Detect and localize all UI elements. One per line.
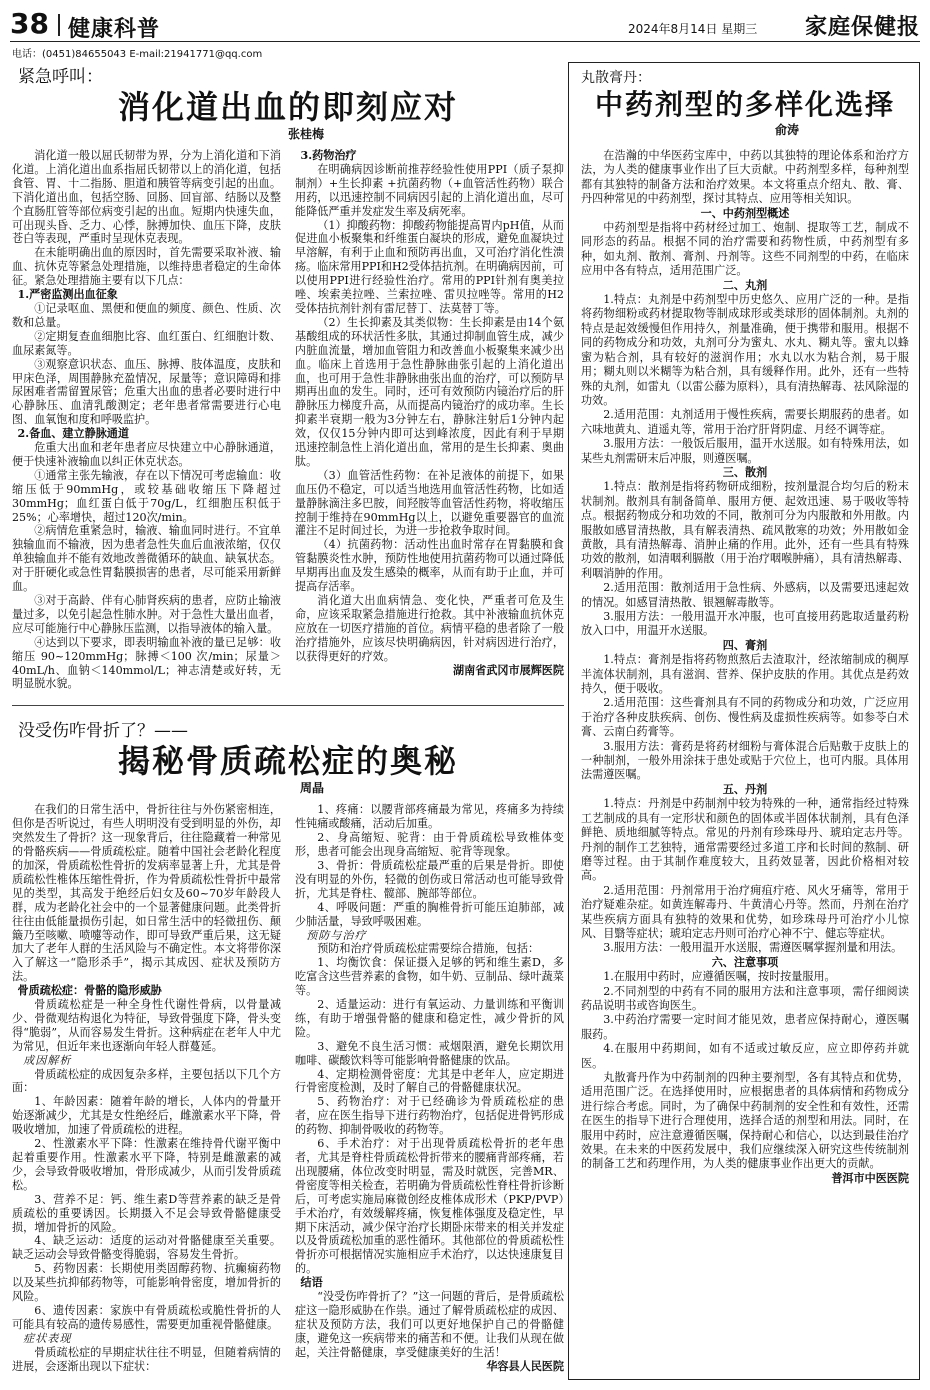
paragraph: 骨质疏松症是一种全身性代谢性骨病，以骨量减少、骨微观结构退化为特征，导致骨强度下降，骨头变得“脆弱”，从而容易发生骨折。这种病症在老年人中尤为常见，但近年来也逐渐向年轻人群蔓延。 bbox=[12, 998, 281, 1053]
paragraph: 2.适用范围：丸剂适用于慢性疾病，需要长期服药的患者。如六味地黄丸、逍遥丸等，常用于治疗肝肾阴虚、月经不调等症。 bbox=[581, 408, 909, 436]
paragraph: ②病情危重紧急时，输液、输血同时进行。不宜单独输血而不输液，因为患者急性失血后血液浓缩，仅仅单独输血并不能有效地改善微循环的缺血、缺氧状态。对于肝硬化或急性胃黏膜损害的患者，尽可能采用新鲜血。 bbox=[12, 524, 281, 594]
article-author: 俞涛 bbox=[774, 123, 799, 137]
paragraph: 中药剂型是指将中药材经过加工、炮制、提取等工艺，制成不同形态的药品。根据不同的治疗需要和药物性质，中药剂型有多种，如丸剂、散剂、膏剂、丹剂等。这些不同剂型的中药，在临床应用中各有特点，适用范围广泛。 bbox=[581, 221, 909, 278]
paragraph: 2.不同剂型的中药有不同的服用方法和注意事项，需仔细阅读药品说明书或咨询医生。 bbox=[581, 984, 909, 1012]
paragraph: 5、药物因素：长期使用类固醇药物、抗癫痫药物以及某些抗抑郁药物等，可能影响骨密度，增加骨折的风险。 bbox=[12, 1262, 281, 1304]
paragraph: 1.特点：丸剂是中药剂型中历史悠久、应用广泛的一种。是指将药物细粉或药材提取物等制成球形或类球形的固体制剂。丸剂的特点是起效缓慢但作用持久，剂量准确，便于携带和服用。根据不同的药物成分和功效，丸剂可分为蜜丸、水丸、糊丸等。蜜丸以蜂蜜为粘合剂，具有较好的滋润作用；水丸以水为粘合剂，易于服用；糊丸则以米糊等为粘合剂，具有缓释作用。此外，还有一些特殊的丸剂，如雷丸（以雷公藤为原料），具有清热解毒、祛风除湿的功效。 bbox=[581, 293, 909, 407]
paragraph: “没受伤咋骨折了？”这一问题的背后，是骨质疏松症这一隐形威胁在作祟。通过了解骨质疏松症的成因、症状及预防方法，我们可以更好地保护自己的骨骼健康，避免这一疾病带来的痛苦和不便。让我们从现在做起，关注骨骼健康，享受健康美好的生活！ bbox=[295, 1290, 564, 1359]
paragraph: 4、定期检测骨密度：尤其是中老年人，应定期进行骨密度检测，及时了解自己的骨骼健康状况。 bbox=[295, 1067, 564, 1095]
paragraph: 1.特点：丹剂是中药制剂中较为特殊的一种，通常指经过特殊工艺制成的具有一定形状和颜色的固体或半固体状制剂，具有色泽鲜艳、质地细腻等特点。常见的丹剂有珍珠母丹、琥珀定志丹等。丹剂的制作工艺独特，通常需要经过多道工序和长时间的熬制、研磨等过程。由于其制作难度较大，且药效显著，因此价格相对较高。 bbox=[581, 797, 909, 883]
paragraph: 1.在服用中药时，应遵循医嘱，按时按量服用。 bbox=[603, 970, 836, 984]
paragraph: ①记录呕血、黑便和便血的频度、颜色、性质、次数和总量。 bbox=[12, 301, 281, 329]
paragraph: 在明确病因诊断前推荐经验性使用PPI（质子泵抑制剂）+生长抑素 +抗菌药物（+血管活性药物）联合用药，以迅速控制不同病因引起的上消化道出血，尽可能降低严重并发症发生率及病死率。 bbox=[295, 162, 564, 218]
paragraph: （2）生长抑素及其类似物：生长抑素是由14个氨基酸组成的环状活性多肽，其通过抑制血管生成，减少内脏血流量，增加血管阻力和改善血小板聚集来减少出血。临床上首选用于急性静脉曲张引起的上消化道出血，也可用于急性非静脉曲张出血的治疗，可以预防早期再出血的发生。同时，还可有效预防内镜治疗后的肝静脉压力梯度升高，从而提高内镜治疗的成功率。生长抑素半衰期一般为3分钟左右，静脉注射后1分钟内起效，仅仅15分钟内即可达到峰浓度，因此有利于早期迅速控制急性上消化道出血，常用的是生长抑素、奥曲肽。 bbox=[295, 315, 564, 468]
paragraph: ③对于高龄、伴有心肺肾疾病的患者，应防止输液量过多，以免引起急性肺水肿。对于急性大量出血者，应尽可能施行中心静脉压监测，以指导液体的输入量。 bbox=[12, 594, 281, 635]
paragraph: 1、均衡饮食：保证摄入足够的钙和维生素D，多吃富含这些营养素的食物，如牛奶、豆制品、绿叶蔬菜等。 bbox=[295, 956, 564, 998]
paragraph: 4、呼吸问题：严重的胸椎骨折可能压迫肺部，减少肺活量，导致呼吸困难。 bbox=[295, 900, 564, 928]
paragraph: 2、适量运动：进行有氧运动、力量训练和平衡训练，有助于增强骨骼的健康和稳定性，减少骨折的风险。 bbox=[295, 998, 564, 1039]
article-title: 揭秘骨质疏松症的奥秘 bbox=[117, 742, 458, 781]
paragraph: （4）抗菌药物：活动性出血时常存在胃黏膜和食管黏膜炎性水肿，预防性地使用抗菌药物可以通过降低早期再出血及发生感染的概率，从而有助于止血，并可提高存活率。 bbox=[295, 538, 564, 594]
paragraph: 3.服用方法：膏药是将药材细粉与膏体混合后贴敷于皮肤上的一种制剂，一般外用涂抹于患处或贴于穴位上，也可内服。具体用法需遵医嘱。 bbox=[581, 739, 909, 782]
paragraph: （1）抑酸药物：抑酸药物能提高胃内pH值，从而促进血小板聚集和纤维蛋白凝块的形成，避免血凝块过早溶解，有利于止血和预防再出血，又可治疗消化性溃疡。临床常用PPI和H2受体拮抗剂。在明确病因前，可以使用PPI进行经验性治疗。常用的PPI针剂有奥美拉唑、埃索美拉唑、兰索拉唑、雷贝拉唑等。常用的H2受体拮抗剂针剂有雷尼替丁、法莫替丁等。 bbox=[295, 218, 564, 315]
article-kicker: 没受伤咋骨折了？—— bbox=[18, 721, 188, 742]
masthead bbox=[10, 8, 920, 42]
subheading: 四、膏剂 bbox=[722, 638, 768, 652]
paragraph: 4、缺乏运动：适度的运动对骨骼健康至关重要。缺乏运动会导致骨骼变得脆弱，容易发生骨折。 bbox=[12, 1234, 281, 1262]
paragraph: 2.适用范围：丹剂常用于治疗痈疽疔疮、风火牙痛等，常用于治疗疑难杂症。如黄连解毒丹、牛黄清心丹等。然而，丹剂在治疗某些疾病方面具有独特的效果和优势，如珍珠母丹可治疗小儿惊风、目翳等症状；琥珀定志丹则可治疗心神不宁、健忘等症状。 bbox=[581, 883, 909, 940]
paragraph: 3.中药治疗需要一定时间才能见效，患者应保持耐心，遵医嘱服药。 bbox=[581, 1013, 909, 1041]
article-body bbox=[12, 803, 564, 1373]
article-source: 湖南省武冈市展辉医院 bbox=[453, 663, 564, 677]
subheading: 1.严密监测出血征象 bbox=[17, 288, 118, 302]
paragraph: 在未能明确出血的原因时，首先需要采取补液、输血、抗休克等紧急处理措施，以维持患者稳定的生命体征。紧急处理措施主要有以下几点： bbox=[12, 246, 281, 288]
paragraph: 3.服用方法：一般用温开水送服，需遵医嘱掌握剂量和用法。 bbox=[603, 941, 903, 955]
paragraph: 2、性激素水平下降：性激素在维持骨代谢平衡中起着重要作用。性激素水平下降，特别是雌激素的减少，会导致骨吸收增加，骨形成减少，从而引发骨质疏松。 bbox=[12, 1137, 281, 1192]
article-title: 消化道出血的即刻应对 bbox=[117, 88, 458, 126]
paragraph: ④达到以下要求，即表明输血补液的量已足够：收缩压 90~120mmHg；脉搏＜100 次/min；尿量＞40mL/h、血钠＜140mmol/L；神志清楚或好转，无明显脱水貌。 bbox=[12, 635, 281, 691]
paragraph: ①通常主张先输液，存在以下情况可考虑输血：收缩压低于90mmHg，或较基础收缩压下降超过30mmHg；血红蛋白低于70g/L，红细胞压积低于25%；心率增快，超过120次/min。 bbox=[12, 468, 281, 524]
paragraph: 1.特点：散剂是指将药物研成细粉，按剂量混合均匀后的粉末状制剂。散剂具有制备简单、服用方便、起效迅速、易于吸收等特点。根据药物成分和功效的不同，散剂可分为内服散和外用散。内服散如感冒清热散，具有解表清热、疏风散寒的功效；外用散如金黄散，具有清热解毒、消肿止痛的作用。此外，还有一些具有特殊功效的散剂，如清咽利膈散（用于治疗咽喉肿痛），具有清热解毒、利咽消肿的作用。 bbox=[581, 480, 909, 580]
paragraph: 危重大出血和老年患者应尽快建立中心静脉通道，便于快速补液输血以纠正休克状态。 bbox=[12, 441, 281, 468]
paragraph: 3、营养不足：钙、维生素D等营养素的缺乏是骨质疏松的重要诱因。长期摄入不足会导致骨骼健康受损，增加骨折的风险。 bbox=[12, 1192, 281, 1234]
paragraph: 预防和治疗骨质疏松症需要综合措施，包括： bbox=[317, 942, 540, 956]
paragraph: 2.适用范围：这些膏剂具有不同的药物成分和功效，广泛应用于治疗各种皮肤疾病、创伤、慢性病及虚损性疾病等。如参苓白术膏、云南白药膏等。 bbox=[581, 696, 909, 739]
paragraph: 骨质疏松症的早期症状往往不明显，但随着病情的进展，会逐渐出现以下症状： bbox=[12, 1345, 281, 1373]
paragraph: 3.服用方法：一般用温开水冲服，也可直接用药匙取适量药粉放入口中，用温开水送服。 bbox=[581, 610, 909, 638]
subheading: 预防与治疗 bbox=[306, 928, 367, 942]
subheading: 六、注意事项 bbox=[711, 955, 779, 969]
paragraph: 骨质疏松症的成因复杂多样，主要包括以下几个方面： bbox=[12, 1067, 281, 1095]
subheading: 二、丸剂 bbox=[722, 278, 768, 292]
paragraph: 2.适用范围：散剂适用于急性病、外感病，以及需要迅速起效的情况。如感冒清热散、银翘解毒散等。 bbox=[581, 581, 909, 609]
article-bleeding bbox=[12, 62, 564, 691]
paragraph: 3、骨折：骨质疏松症最严重的后果是骨折。即使没有明显的外伤，轻微的创伤或日常活动也可能导致骨折，尤其是脊柱、髋部、腕部等部位。 bbox=[295, 858, 564, 900]
left-column bbox=[12, 62, 564, 1380]
article-source: 普洱市中医医院 bbox=[831, 1171, 909, 1185]
paragraph: 消化道一般以屈氏韧带为界，分为上消化道和下消化道。上消化道出血系指屈氏韧带以上的消化道，包括食管、胃、十二指肠、胆道和胰管等病变引起的出血。下消化道出血，包括空肠、回肠、回盲部、结肠以及整个直肠肛管等部位病变引起的出血。短期内快速失血，可出现头昏、乏力、心悸，脉搏加快、血压下降，皮肤苍白等表现，严重时呈现休克表现。 bbox=[12, 149, 281, 246]
subheading: 3.药物治疗 bbox=[300, 149, 357, 162]
article-divider bbox=[12, 705, 564, 706]
paragraph: （3）血管活性药物：在补足液体的前提下，如果血压仍不稳定，可以适当地选用血管活性药物，比如适量静脉滴注多巴胺，间羟胺等血管活性药物，将收缩压控制于维持在90mmHg以上，以避免重要器官的血流灌注不足时间过长，为进一步抢救争取时间。 bbox=[295, 468, 564, 538]
paragraph: 3、避免不良生活习惯：戒烟限酒，避免长期饮用咖啡、碳酸饮料等可能影响骨骼健康的饮品。 bbox=[295, 1039, 564, 1067]
article-body bbox=[12, 149, 564, 691]
issue-date: 2024年8月14日 星期三 bbox=[628, 22, 758, 36]
subheading: 成因解析 bbox=[23, 1053, 72, 1067]
article-source: 华容县人民医院 bbox=[486, 1359, 564, 1373]
subheading: 骨质疏松症：骨骼的隐形威胁 bbox=[17, 984, 162, 998]
paragraph: 1、疼痛：以腰背部疼痛最为常见，疼痛多为持续性钝痛或酸痛，活动后加重。 bbox=[295, 803, 564, 831]
article-body bbox=[581, 149, 909, 1186]
subheading: 三、散剂 bbox=[722, 465, 768, 479]
article-author: 周晶 bbox=[299, 781, 324, 796]
paper-name: 家庭保健报 bbox=[804, 14, 920, 40]
page-number: 38 bbox=[10, 7, 49, 40]
paragraph: 2、身高缩短、驼背：由于骨质疏松导致椎体变形，患者可能会出现身高缩短、驼背等现象。 bbox=[295, 831, 564, 859]
subheading: 症状表现 bbox=[23, 1331, 72, 1345]
paragraph: 6、手术治疗：对于出现骨质疏松骨折的老年患者，尤其是脊柱骨质疏松骨折带来的腰痛背部疼痛，若出现腰痛，体位改变时明显，需及时就医，完善MR、骨密度等相关检查，若明确为骨质疏松性脊柱骨折诊断后，可考虑实施局麻微创经皮椎体成形术（PKP/PVP）手术治疗，有效缓解疼痛，恢复椎体强度及稳定性，早期下床活动，减少保守治疗长期卧床带来的相关并发症以及骨质疏松加重的恶性循环。其他部位的骨质疏松性骨折亦可根据情况实施相应手术治疗，以达快速康复目的。 bbox=[295, 1137, 564, 1276]
subheading: 结语 bbox=[300, 1276, 323, 1290]
paragraph: ③观察意识状态、血压、脉搏、肢体温度，皮肤和甲床色泽，周围静脉充盈情况，尿量等；意识障碍和排尿困难者需留置尿管；危重大出血的患者必要时进行中心静脉压、血清乳酸测定；老年患者常需要进行心电图、血氧饱和度和呼吸监护。 bbox=[12, 357, 281, 427]
article-kicker: 紧急呼叫： bbox=[18, 67, 103, 87]
paragraph: ②定期复查血细胞比容、血红蛋白、红细胞计数、血尿素氮等。 bbox=[12, 329, 281, 357]
article-title: 中药剂型的多样化选择 bbox=[594, 88, 895, 121]
article-tcm-dosage bbox=[568, 62, 920, 1380]
paragraph: 4.在服用中药期间，如有不适或过敏反应，应立即停药并就医。 bbox=[581, 1042, 909, 1070]
paragraph: 在我们的日常生活中，骨折往往与外伤紧密相连，但你是否听说过，有些人明明没有受到明显的外伤，却突然发生了骨折？这一现象背后，往往隐藏着一种常见的骨骼疾病——骨质疏松症。随着中国社会老龄化程度的加深，骨质疏松性骨折的发病率显著上升，尤其是骨质疏松性椎体压缩性骨折，作为骨质疏松性骨折中最常见的类型，其高发于绝经后妇女及60~70岁年龄段人群，成为老龄化社会中的一个显著健康问题。此类骨折往往由低能量损伤引起，如日常生活中的轻微扭伤、颠簸乃至咳嗽、喷嚏等动作，即可导致严重后果，这无疑加大了老年人群的生活风险与不确定性。本文将带你深入了解这一“隐形杀手”，揭示其成因、症状及预防方法。 bbox=[12, 803, 281, 984]
paragraph: 6、遗传因素：家族中有骨质疏松或脆性骨折的人可能具有较高的遗传易感性，需要更加重视骨骼健康。 bbox=[12, 1303, 281, 1331]
paragraph: 5、药物治疗：对于已经确诊为骨质疏松症的患者，应在医生指导下进行药物治疗，包括促进骨钙形成的药物、抑制骨吸收的药物等。 bbox=[295, 1095, 564, 1137]
article-kicker: 丸散膏丹： bbox=[581, 70, 651, 86]
subheading: 2.备血、建立静脉通道 bbox=[17, 427, 129, 441]
masthead-divider bbox=[58, 14, 60, 36]
paragraph: 丸散膏丹作为中药制剂的四种主要剂型，各有其特点和优势，适用范围广泛。在选择使用时，应根据患者的具体病情和药物成分进行综合考虑。同时，为了确保中药制剂的安全性和有效性，还需在医生的指导下进行合理使用，选择合适的剂型和用法。同时，在服用中药时，应注意遵循医嘱，保持耐心和信心，以达到最佳治疗效果。在未来的中医药发展中，我们应继续深入研究这些传统制剂的制备工艺和药理作用，为人类的健康事业作出更大的贡献。 bbox=[581, 1071, 909, 1171]
paragraph: 1.特点：膏剂是指将药物煎熬后去渣取汁，经浓缩制成的稠厚半流体状制剂，具有滋润、营养、保护皮肤的作用。其优点是药效持久，便于吸收。 bbox=[581, 653, 909, 696]
article-osteoporosis bbox=[12, 716, 564, 1373]
paragraph: 消化道大出血病情急、变化快，严重者可危及生命，应该采取紧急措施进行抢救。其中补液输血抗休克应放在一切医疗措施的首位。病情平稳的患者除了一般治疗措施外，应该尽快明确病因，针对病因进行治疗，以获得更好的疗效。 bbox=[295, 594, 564, 663]
article-author: 张桂梅 bbox=[287, 127, 324, 141]
subheading: 五、丹剂 bbox=[722, 782, 768, 796]
paragraph: 在浩瀚的中华医药宝库中，中药以其独特的理论体系和治疗方法，为人类的健康事业作出了巨大贡献。中药剂型多样，每种剂型都有其独特的制备方法和治疗效果。本文将重点介绍丸、散、膏、丹四种常见的中药剂型，探讨其特点、应用等相关知识。 bbox=[581, 149, 909, 206]
paragraph: 1、年龄因素：随着年龄的增长，人体内的骨量开始逐渐减少，尤其是女性绝经后，雌激素水平下降，骨吸收增加，加速了骨质疏松的进程。 bbox=[12, 1095, 281, 1137]
subheading: 一、中药剂型概述 bbox=[700, 206, 790, 220]
section-name: 健康科普 bbox=[68, 16, 161, 42]
paragraph: 3.服用方法：一般饭后服用，温开水送服。如有特殊用法，如某些丸剂需研末后冲服，则遵医嘱。 bbox=[581, 437, 909, 465]
contact-info: 电话：(0451)84655043 E-mail:21941771@qq.com bbox=[12, 49, 263, 60]
